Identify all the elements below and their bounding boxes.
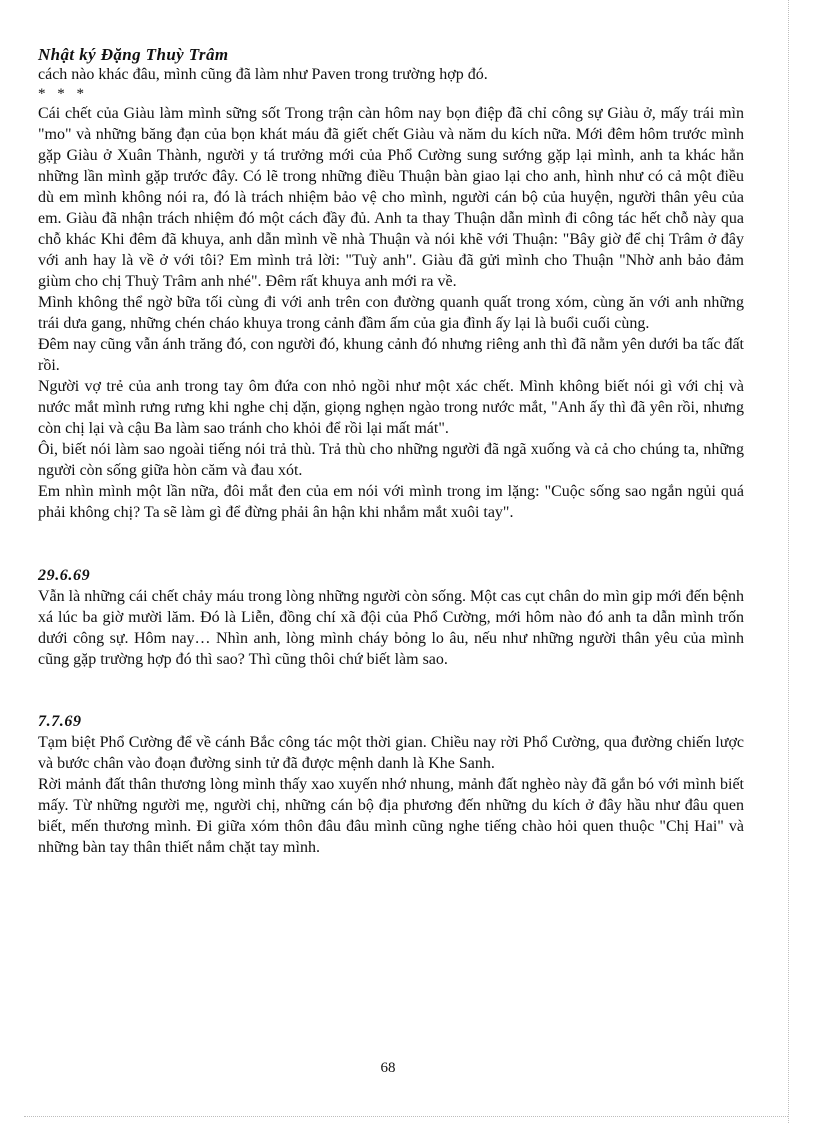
document-page (38, 46, 744, 858)
paragraph: Em nhìn mình một lần nữa, đôi mắt đen của em nói với mình trong im lặng: "Cuộc sống sao ngắn ngủi quá phải không chị? Ta sẽ làm gì để đừng phải ân hận khi nhắm mắt xuôi tay". (38, 483, 744, 521)
paragraph: Ôi, biết nói làm sao ngoài tiếng nói trả thù. Trả thù cho những người đã ngã xuống và cả cho chúng ta, những người còn sống giữa hòn căm và đau xót. (38, 441, 744, 479)
page-number: 68 (380, 1060, 396, 1076)
section-separator: * * * (38, 86, 88, 102)
paragraph: Đêm nay cũng vẫn ánh trăng đó, con người đó, khung cảnh đó nhưng riêng anh thì đã nằm yên dưới ba tấc đất rồi. (38, 336, 744, 374)
spacer (38, 670, 744, 711)
paragraph: Mình không thể ngờ bữa tối cùng đi với anh trên con đường quanh quất trong xóm, cùng ăn với anh những trái dưa gang, những chén cháo khuya trong cảnh đầm ấm của gia đình ấy lại là buổi cuối cùng. (38, 294, 744, 332)
paragraph: Người vợ trẻ của anh trong tay ôm đứa con nhỏ ngồi như một xác chết. Mình không biết nói gì với chị và nước mắt mình rưng rưng khi nghe chị dặn, giọng nghẹn ngào trong nước mắt, "Anh ấy thì đã yên rồi, nhưng còn chị lại và cậu Ba làm sao tránh cho khỏi để rồi lại mất mát". (38, 378, 744, 437)
paragraph: Cái chết của Giàu làm mình sững sốt Trong trận càn hôm nay bọn điệp đã chỉ công sự Giàu ở, mấy trái mìn "mo" và những băng đạn của bọn khát máu đã giết chết Giàu và năm du kích nữa. Mới đêm hôm trước mình gặp Giàu ở Xuân Thành, người y tá trưởng mới của Phổ Cường sung sướng gặp lại mình, anh ta khác hẳn những lần mình gặp trước đây. Có lẽ trong những điều Thuận bàn giao lại cho anh, hình như có cả một điều dù em mình không nói ra, đó là trách nhiệm bảo vệ cho mình, người cán bộ của huyện, người thân yêu của em. Giàu đã nhận trách nhiệm đó một cách đầy đủ. Anh ta thay Thuận dẫn mình đi công tác hết chỗ này qua chỗ khác Khi đêm đã khuya, anh dẫn mình về nhà Thuận và nói khẽ với Thuận: "Bây giờ để chị Trâm ở đây với anh hay là về ở với tôi? Em mình trả lời: "Tuỳ anh". Giàu đã gửi mình cho Thuận "Nhờ anh bảo đảm giùm cho chị Thuỳ Trâm anh nhé". Đêm rất khuya anh mới ra về. (38, 105, 744, 290)
page-right-border (788, 0, 789, 1123)
paragraph: cách nào khác đâu, mình cũng đã làm như Paven trong trường hợp đó. (38, 66, 488, 83)
paragraph: Vẫn là những cái chết chảy máu trong lòng những người còn sống. Một cas cụt chân do mìn gip mới đến bệnh xá lúc ba giờ mười lăm. Đó là Liễn, đồng chí xã đội của Phổ Cường, mới hôm nào đó anh ta dẫn mình trốn dưới công sự. Hôm nay… Nhìn anh, lòng mình cháy bỏng lo âu, nếu như những người thân yêu của mình cũng gặp trường hợp đó thì sao? Thì cũng thôi chứ biết làm sao. (38, 588, 744, 668)
spacer (38, 523, 744, 565)
entry-date: 29.6.69 (38, 567, 91, 584)
entry-date: 7.7.69 (38, 713, 82, 730)
paragraph: Rời mảnh đất thân thương lòng mình thấy xao xuyến nhớ nhung, mảnh đất nghèo này đã gắn bó với mình biết mấy. Từ những người mẹ, người chị, những cán bộ địa phương đến những du kích ở đây hầu như đâu quen biết, mến thương mình. Đi giữa xóm thôn đâu đâu mình cũng nghe tiếng chào hỏi quen thuộc "Chị Hai" và những bàn tay thân thiết nắm chặt tay mình. (38, 776, 744, 856)
header-title: Nhật ký Đặng Thuỳ Trâm (38, 45, 229, 64)
paragraph: Tạm biệt Phổ Cường để về cánh Bắc công tác một thời gian. Chiều nay rời Phổ Cường, qua đường chiến lược và bước chân vào đoạn đường sinh tử đã được mệnh danh là Khe Sanh. (38, 734, 744, 772)
page-bottom-border (24, 1116, 788, 1117)
